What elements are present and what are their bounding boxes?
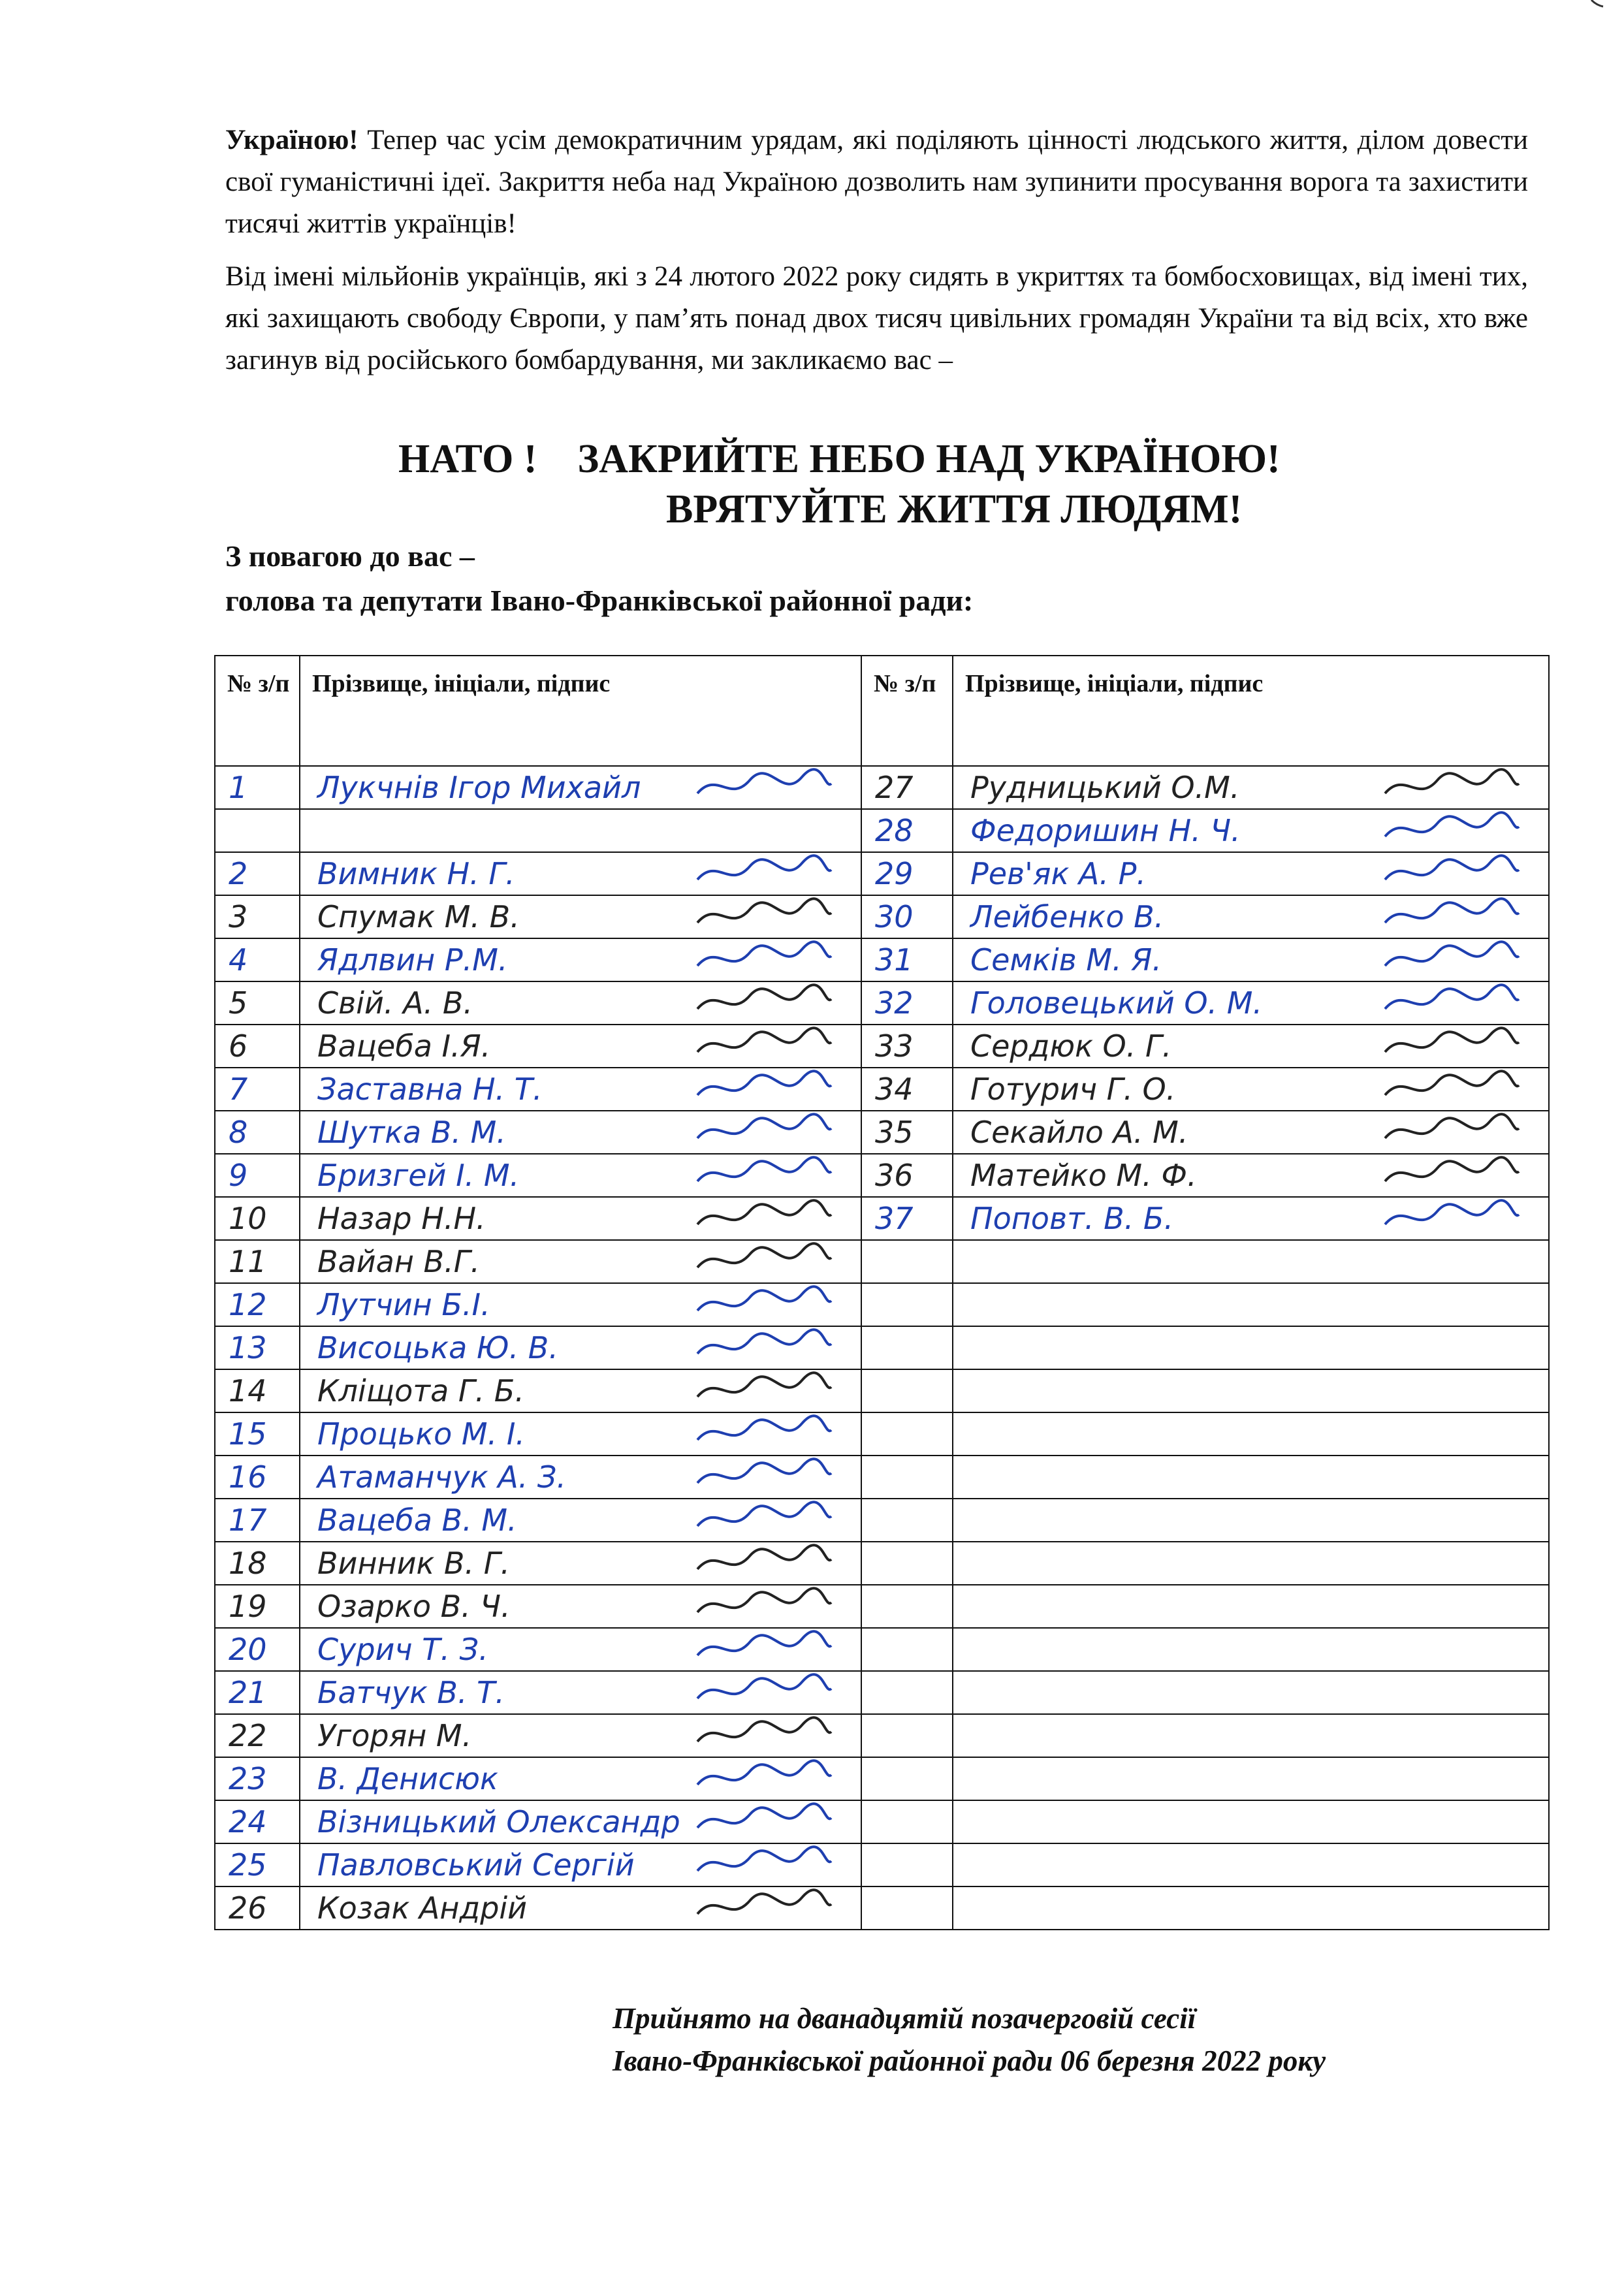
row-signature-left: Спумак М. В. bbox=[300, 895, 861, 938]
signature-scribble-icon bbox=[691, 1281, 835, 1327]
row-number-left: 26 bbox=[215, 1886, 300, 1930]
signature-scribble-icon bbox=[691, 1152, 835, 1198]
row-number-right bbox=[861, 1542, 953, 1585]
row-number-left: 13 bbox=[215, 1326, 300, 1369]
row-signature-right bbox=[953, 1714, 1549, 1757]
row-signature-left: Свій. А. В. bbox=[300, 981, 861, 1025]
row-signature-left: Лукчнів Ігор Михайл bbox=[300, 766, 861, 809]
row-number-left: 22 bbox=[215, 1714, 300, 1757]
row-number-right bbox=[861, 1240, 953, 1283]
row-number-left: 21 bbox=[215, 1671, 300, 1714]
signature-scribble-icon bbox=[1378, 1195, 1522, 1241]
row-number-right bbox=[861, 1714, 953, 1757]
appeal-heading-line-2: ВРЯТУЙТЕ ЖИТТЯ ЛЮДЯМ! bbox=[666, 487, 1243, 532]
row-number-right bbox=[861, 1283, 953, 1326]
signature-scribble-icon bbox=[691, 1841, 835, 1887]
row-signature-left: Вайан В.Г. bbox=[300, 1240, 861, 1283]
table-row bbox=[215, 1671, 1549, 1714]
row-number-left: 9 bbox=[215, 1154, 300, 1197]
row-signature-left: Кліщота Г. Б. bbox=[300, 1369, 861, 1412]
signature-scribble-icon bbox=[1378, 893, 1522, 939]
table-row bbox=[215, 1240, 1549, 1283]
table-row bbox=[215, 1757, 1549, 1800]
signature-scribble-icon bbox=[691, 1066, 835, 1111]
signature-scribble-icon bbox=[1378, 850, 1522, 896]
table-row bbox=[215, 809, 1549, 852]
table-row bbox=[215, 852, 1549, 895]
header-num-right: № з/п bbox=[861, 656, 953, 766]
table-row bbox=[215, 1585, 1549, 1628]
row-signature-left: Висоцька Ю. В. bbox=[300, 1326, 861, 1369]
row-number-right bbox=[861, 1326, 953, 1369]
row-number-left: 15 bbox=[215, 1412, 300, 1456]
signature-scribble-icon bbox=[691, 1798, 835, 1844]
signature-table bbox=[214, 655, 1550, 1930]
signature-scribble-icon bbox=[1378, 807, 1522, 853]
row-signature-right bbox=[953, 1800, 1549, 1843]
row-signature-right bbox=[953, 1240, 1549, 1283]
signature-scribble-icon bbox=[1378, 979, 1522, 1025]
row-signature-right bbox=[953, 1499, 1549, 1542]
signature-scribble-icon bbox=[691, 850, 835, 896]
table-row bbox=[215, 1369, 1549, 1412]
signature-scribble-icon bbox=[691, 1410, 835, 1456]
row-number-left bbox=[215, 809, 300, 852]
row-signature-left: Сурич Т. З. bbox=[300, 1628, 861, 1671]
table-row bbox=[215, 1283, 1549, 1326]
signature-scribble-icon bbox=[691, 893, 835, 939]
signature-scribble-icon bbox=[691, 1583, 835, 1629]
row-signature-right: Поповт. В. Б. bbox=[953, 1197, 1549, 1240]
row-number-left: 24 bbox=[215, 1800, 300, 1843]
table-row bbox=[215, 1714, 1549, 1757]
row-number-right: 33 bbox=[861, 1025, 953, 1068]
table-row bbox=[215, 895, 1549, 938]
row-signature-right: Секайло А. М. bbox=[953, 1111, 1549, 1154]
signature-scribble-icon bbox=[691, 979, 835, 1025]
header-num-left: № з/п bbox=[215, 656, 300, 766]
row-signature-left: Козак Андрій bbox=[300, 1886, 861, 1930]
row-number-left: 19 bbox=[215, 1585, 300, 1628]
signature-scribble-icon bbox=[691, 1540, 835, 1585]
scan-mark-icon bbox=[1565, 0, 1604, 20]
row-signature-right: Матейко М. Ф. bbox=[953, 1154, 1549, 1197]
row-signature-left: Вацеба В. М. bbox=[300, 1499, 861, 1542]
row-signature-right bbox=[953, 1628, 1549, 1671]
signature-scribble-icon bbox=[691, 1755, 835, 1801]
signature-scribble-icon bbox=[691, 1238, 835, 1284]
row-number-left: 23 bbox=[215, 1757, 300, 1800]
paragraph-1-text: Тепер час усім демократичним урядам, які поділяють цінності людського життя, ділом довести свої гуманістичні ідеї. Закриття неба над Україною дозволить нам зупинити просування ворога та захистити тисячі життів українців! bbox=[225, 125, 1528, 239]
row-number-left: 11 bbox=[215, 1240, 300, 1283]
row-signature-right bbox=[953, 1369, 1549, 1412]
signature-scribble-icon bbox=[691, 1669, 835, 1715]
signature-scribble-icon bbox=[691, 936, 835, 982]
row-signature-right bbox=[953, 1542, 1549, 1585]
header-name-left: Прізвище, ініціали, підпис bbox=[300, 656, 861, 766]
table-row bbox=[215, 1628, 1549, 1671]
signature-scribble-icon bbox=[691, 1712, 835, 1758]
row-number-left: 7 bbox=[215, 1068, 300, 1111]
row-number-left: 1 bbox=[215, 766, 300, 809]
row-number-right: 32 bbox=[861, 981, 953, 1025]
row-signature-left: Лутчин Б.І. bbox=[300, 1283, 861, 1326]
table-row bbox=[215, 1843, 1549, 1886]
signature-scribble-icon bbox=[1378, 1152, 1522, 1198]
row-number-left: 10 bbox=[215, 1197, 300, 1240]
signature-table-body bbox=[215, 766, 1549, 1930]
row-signature-left: Озарко В. Ч. bbox=[300, 1585, 861, 1628]
row-number-right bbox=[861, 1456, 953, 1499]
row-signature-right: Лейбенко В. bbox=[953, 895, 1549, 938]
signature-scribble-icon bbox=[691, 1023, 835, 1068]
table-row bbox=[215, 1326, 1549, 1369]
regards-line-2: голова та депутати Івано-Франківської районної ради: bbox=[225, 584, 974, 617]
row-signature-left: Вимник Н. Г. bbox=[300, 852, 861, 895]
row-signature-right: Рев'як А. Р. bbox=[953, 852, 1549, 895]
row-number-right: 36 bbox=[861, 1154, 953, 1197]
row-signature-right bbox=[953, 1283, 1549, 1326]
signature-scribble-icon bbox=[1378, 1066, 1522, 1111]
row-signature-left: В. Денисюк bbox=[300, 1757, 861, 1800]
row-signature-right: Федоришин Н. Ч. bbox=[953, 809, 1549, 852]
row-number-left: 6 bbox=[215, 1025, 300, 1068]
row-number-left: 25 bbox=[215, 1843, 300, 1886]
row-number-left: 12 bbox=[215, 1283, 300, 1326]
signature-scribble-icon bbox=[1378, 764, 1522, 810]
row-number-right bbox=[861, 1757, 953, 1800]
row-signature-right bbox=[953, 1671, 1549, 1714]
row-number-right: 27 bbox=[861, 766, 953, 809]
table-row bbox=[215, 1197, 1549, 1240]
row-signature-left: Павловський Сергій bbox=[300, 1843, 861, 1886]
row-number-right bbox=[861, 1585, 953, 1628]
appeal-paragraph-2: Від імені мільйонів українців, які з 24 лютого 2022 року сидять в укриттях та бомбосховищах, від імені тих, які захищають свободу Європи, у пам’ять понад двох тисяч цивільних громадян України та від всіх, хто вже загинув від російського бомбардування, ми закликаємо вас – bbox=[225, 261, 1528, 375]
row-signature-left: Процько М. І. bbox=[300, 1412, 861, 1456]
row-number-left: 18 bbox=[215, 1542, 300, 1585]
row-signature-right bbox=[953, 1585, 1549, 1628]
signature-scribble-icon bbox=[691, 1497, 835, 1542]
row-signature-right bbox=[953, 1886, 1549, 1930]
regards-line-1: З повагою до вас – bbox=[225, 539, 475, 573]
row-signature-left: Бризгей І. М. bbox=[300, 1154, 861, 1197]
table-row bbox=[215, 766, 1549, 809]
table-row bbox=[215, 1154, 1549, 1197]
row-number-right: 34 bbox=[861, 1068, 953, 1111]
row-signature-left: Батчук В. Т. bbox=[300, 1671, 861, 1714]
row-number-right bbox=[861, 1800, 953, 1843]
footer-line-2: Івано-Франківської районної ради 06 березня 2022 року bbox=[613, 2045, 1326, 2077]
row-signature-right: Головецький О. М. bbox=[953, 981, 1549, 1025]
row-signature-right: Готурич Г. О. bbox=[953, 1068, 1549, 1111]
row-number-left: 17 bbox=[215, 1499, 300, 1542]
row-number-right: 35 bbox=[861, 1111, 953, 1154]
row-signature-right bbox=[953, 1326, 1549, 1369]
row-number-right bbox=[861, 1671, 953, 1714]
row-number-right: 31 bbox=[861, 938, 953, 981]
row-number-right bbox=[861, 1412, 953, 1456]
row-number-right: 37 bbox=[861, 1197, 953, 1240]
row-signature-right: Сердюк О. Г. bbox=[953, 1025, 1549, 1068]
row-signature-left bbox=[300, 809, 861, 852]
table-row bbox=[215, 1412, 1549, 1456]
signature-scribble-icon bbox=[1378, 936, 1522, 982]
table-row bbox=[215, 1499, 1549, 1542]
row-signature-right bbox=[953, 1456, 1549, 1499]
row-signature-right: Рудницький О.М. bbox=[953, 766, 1549, 809]
row-number-left: 20 bbox=[215, 1628, 300, 1671]
signature-scribble-icon bbox=[691, 1454, 835, 1499]
row-number-right bbox=[861, 1886, 953, 1930]
row-signature-right bbox=[953, 1843, 1549, 1886]
table-row bbox=[215, 1886, 1549, 1930]
row-signature-left: Назар Н.Н. bbox=[300, 1197, 861, 1240]
row-signature-left: Атаманчук А. З. bbox=[300, 1456, 861, 1499]
row-number-right bbox=[861, 1628, 953, 1671]
signature-scribble-icon bbox=[1378, 1023, 1522, 1068]
signature-scribble-icon bbox=[691, 1367, 835, 1413]
table-header-row bbox=[215, 656, 1549, 766]
signature-scribble-icon bbox=[691, 1109, 835, 1154]
appeal-paragraph-1 bbox=[225, 119, 1528, 245]
row-number-left: 2 bbox=[215, 852, 300, 895]
row-number-left: 5 bbox=[215, 981, 300, 1025]
row-signature-left: Угорян М. bbox=[300, 1714, 861, 1757]
table-row bbox=[215, 938, 1549, 981]
signature-scribble-icon bbox=[1378, 1109, 1522, 1154]
signature-scribble-icon bbox=[691, 764, 835, 810]
row-number-left: 14 bbox=[215, 1369, 300, 1412]
row-number-left: 3 bbox=[215, 895, 300, 938]
footer-line-1: Прийнято на дванадцятій позачерговій сесії bbox=[613, 2002, 1196, 2035]
row-number-right bbox=[861, 1499, 953, 1542]
row-number-left: 8 bbox=[215, 1111, 300, 1154]
row-signature-left: Заставна Н. Т. bbox=[300, 1068, 861, 1111]
row-signature-right: Семків М. Я. bbox=[953, 938, 1549, 981]
table-row bbox=[215, 1111, 1549, 1154]
row-signature-left: Візницький Олександр bbox=[300, 1800, 861, 1843]
row-signature-right bbox=[953, 1412, 1549, 1456]
row-signature-left: Винник В. Г. bbox=[300, 1542, 861, 1585]
row-signature-left: Вацеба І.Я. bbox=[300, 1025, 861, 1068]
signature-scribble-icon bbox=[691, 1324, 835, 1370]
appeal-heading-line-1: НАТО ! ЗАКРИЙТЕ НЕБО НАД УКРАЇНОЮ! bbox=[398, 437, 1281, 481]
header-name-right: Прізвище, ініціали, підпис bbox=[953, 656, 1549, 766]
row-signature-left: Шутка В. М. bbox=[300, 1111, 861, 1154]
row-number-right: 29 bbox=[861, 852, 953, 895]
table-row bbox=[215, 981, 1549, 1025]
table-row bbox=[215, 1025, 1549, 1068]
signature-scribble-icon bbox=[691, 1195, 835, 1241]
table-row bbox=[215, 1542, 1549, 1585]
row-number-right bbox=[861, 1843, 953, 1886]
signature-scribble-icon bbox=[691, 1626, 835, 1672]
paragraph-lead: Україною! bbox=[225, 125, 358, 155]
row-number-right: 30 bbox=[861, 895, 953, 938]
row-number-left: 4 bbox=[215, 938, 300, 981]
table-row bbox=[215, 1068, 1549, 1111]
row-number-right bbox=[861, 1369, 953, 1412]
row-signature-right bbox=[953, 1757, 1549, 1800]
row-number-left: 16 bbox=[215, 1456, 300, 1499]
row-number-right: 28 bbox=[861, 809, 953, 852]
table-row bbox=[215, 1800, 1549, 1843]
table-row bbox=[215, 1456, 1549, 1499]
signature-scribble-icon bbox=[691, 1885, 835, 1930]
row-signature-left: Ядлвин Р.М. bbox=[300, 938, 861, 981]
